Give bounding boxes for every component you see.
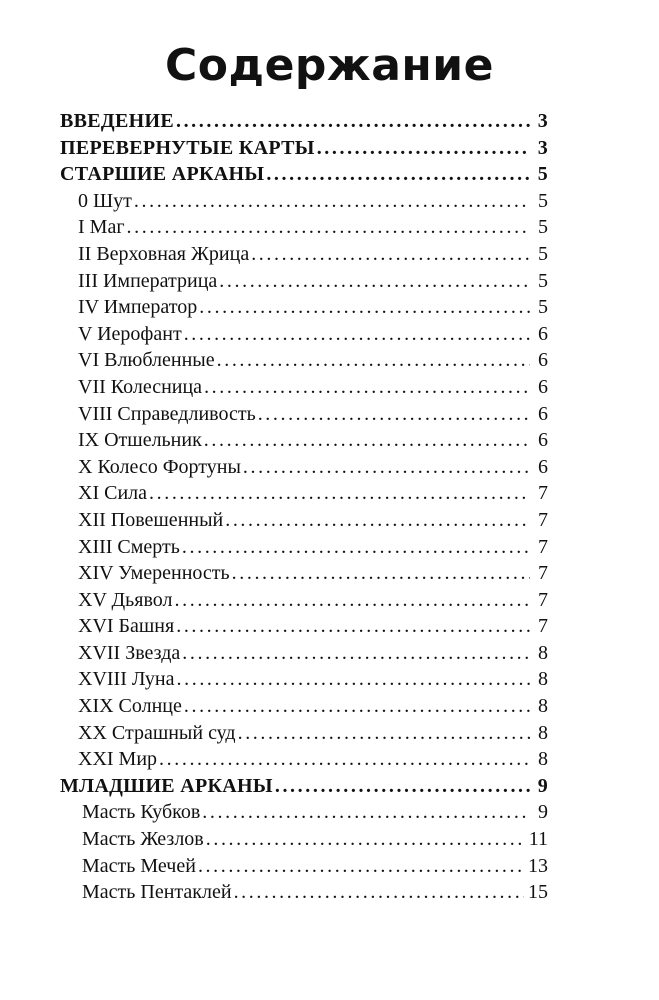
dot-leader — [175, 587, 530, 614]
toc-entry[interactable] — [60, 693, 548, 720]
dot-leader — [177, 666, 530, 693]
toc-entry[interactable] — [60, 826, 548, 853]
toc-entry-page: 7 — [538, 588, 548, 611]
dot-leader — [184, 321, 530, 348]
dot-leader — [217, 347, 530, 374]
toc-entry[interactable] — [60, 294, 548, 321]
toc-entry-label: VIII Справедливость — [78, 402, 256, 425]
dot-leader — [134, 188, 530, 215]
dot-leader — [182, 534, 530, 561]
dot-leader — [258, 401, 530, 428]
table-of-contents — [60, 108, 548, 906]
toc-entry-label: II Верховная Жрица — [78, 242, 250, 265]
dot-leader — [176, 613, 530, 640]
toc-entry-page: 9 — [537, 774, 548, 797]
toc-entry-label: МЛАДШИЕ АРКАНЫ — [60, 774, 273, 797]
toc-entry-label: XIX Солнце — [78, 695, 182, 718]
toc-entry[interactable] — [60, 853, 548, 880]
dot-leader — [184, 693, 530, 720]
toc-entry-page: 5 — [538, 216, 548, 239]
page-title: Содержание — [165, 40, 494, 91]
toc-entry[interactable] — [60, 666, 548, 693]
toc-entry[interactable] — [60, 241, 548, 268]
toc-entry[interactable] — [60, 188, 548, 215]
dot-leader — [182, 640, 530, 667]
toc-entry-page: 6 — [538, 375, 548, 398]
dot-leader — [206, 826, 525, 853]
toc-entry[interactable] — [60, 560, 548, 587]
toc-entry[interactable] — [60, 534, 548, 561]
toc-entry-page: 15 — [528, 881, 548, 904]
toc-entry-page: 13 — [528, 854, 548, 877]
toc-entry[interactable] — [60, 214, 548, 241]
dot-leader — [238, 720, 530, 747]
toc-entry[interactable] — [60, 879, 548, 906]
dot-leader — [251, 241, 530, 268]
toc-entry-label: XX Страшный суд — [78, 721, 236, 744]
toc-entry-page: 6 — [538, 349, 548, 372]
toc-entry-label: СТАРШИЕ АРКАНЫ — [60, 163, 265, 186]
toc-entry-label: XII Повешенный — [78, 508, 224, 531]
toc-entry[interactable] — [60, 799, 548, 826]
toc-entry[interactable] — [60, 640, 548, 667]
toc-entry[interactable] — [60, 321, 548, 348]
toc-entry-label: XV Дьявол — [78, 588, 173, 611]
toc-entry-label: Масть Мечей — [82, 854, 196, 877]
toc-entry-label: XVII Звезда — [78, 641, 181, 664]
toc-entry[interactable] — [60, 773, 548, 800]
toc-entry-page: 8 — [538, 695, 548, 718]
toc-entry-label: XIII Смерть — [78, 535, 180, 558]
dot-leader — [232, 560, 530, 587]
toc-entry-page: 7 — [538, 535, 548, 558]
toc-entry-label: XXI Мир — [78, 748, 158, 771]
dot-leader — [225, 507, 530, 534]
toc-entry[interactable] — [60, 480, 548, 507]
toc-entry-label: Масть Кубков — [82, 801, 201, 824]
dot-leader — [176, 108, 530, 135]
toc-entry-label: 0 Шут — [78, 189, 132, 212]
toc-entry-label: XIV Умеренность — [78, 562, 230, 585]
toc-entry-page: 5 — [538, 242, 548, 265]
toc-entry[interactable] — [60, 720, 548, 747]
toc-entry-page: 3 — [537, 110, 548, 132]
toc-entry-page: 6 — [538, 322, 548, 345]
toc-entry-page: 8 — [538, 748, 548, 771]
toc-entry-page: 6 — [538, 429, 548, 452]
toc-entry-page: 11 — [528, 828, 548, 851]
toc-entry-label: IV Император — [78, 296, 198, 319]
toc-entry-page: 5 — [538, 269, 548, 292]
toc-entry-label: XVI Башня — [78, 615, 175, 638]
toc-entry-page: 5 — [538, 296, 548, 319]
dot-leader — [199, 294, 530, 321]
toc-entry-page: 8 — [538, 641, 548, 664]
toc-entry-page: 7 — [538, 508, 548, 531]
toc-entry-page: 7 — [538, 482, 548, 505]
toc-entry-label: VI Влюбленные — [78, 349, 215, 372]
toc-entry[interactable] — [60, 135, 548, 162]
toc-entry-label: XI Сила — [78, 482, 148, 505]
toc-entry-page: 6 — [538, 402, 548, 425]
toc-entry-label: VII Колесница — [78, 375, 203, 398]
toc-entry-page: 7 — [538, 615, 548, 638]
toc-entry-label: Масть Жезлов — [82, 828, 204, 851]
dot-leader — [234, 879, 524, 906]
toc-entry-label: ПЕРЕВЕРНУТЫЕ КАРТЫ — [60, 136, 315, 159]
toc-entry-label: V Иерофант — [78, 322, 182, 345]
toc-entry[interactable] — [60, 507, 548, 534]
toc-entry[interactable] — [60, 427, 548, 454]
toc-entry-page: 8 — [538, 668, 548, 691]
dot-leader — [159, 746, 530, 773]
toc-entry[interactable] — [60, 401, 548, 428]
toc-entry-page: 5 — [537, 163, 548, 186]
toc-entry[interactable] — [60, 347, 548, 374]
toc-entry-page: 3 — [537, 136, 548, 159]
toc-entry[interactable] — [60, 613, 548, 640]
toc-entry-label: IX Отшельник — [78, 429, 202, 452]
dot-leader — [275, 773, 530, 800]
dot-leader — [317, 135, 530, 162]
toc-entry[interactable] — [60, 108, 548, 135]
toc-entry[interactable] — [60, 268, 548, 295]
toc-entry-page: 8 — [538, 721, 548, 744]
toc-entry[interactable] — [60, 746, 548, 773]
toc-entry-label: III Императрица — [78, 269, 218, 292]
dot-leader — [202, 799, 530, 826]
dot-leader — [127, 214, 530, 241]
toc-entry[interactable] — [60, 374, 548, 401]
toc-entry-page: 7 — [538, 562, 548, 585]
dot-leader — [149, 480, 530, 507]
dot-leader — [219, 268, 530, 295]
toc-entry[interactable] — [60, 587, 548, 614]
toc-entry-label: X Колесо Фортуны — [78, 455, 241, 478]
toc-entry[interactable] — [60, 454, 548, 481]
toc-entry-label: XVIII Луна — [78, 668, 175, 691]
toc-entry[interactable] — [60, 161, 548, 188]
toc-entry-label: I Маг — [78, 216, 125, 239]
dot-leader — [204, 427, 530, 454]
dot-leader — [266, 161, 530, 188]
toc-entry-page: 9 — [538, 801, 548, 824]
toc-entry-label: ВВЕДЕНИЕ — [60, 110, 174, 132]
toc-entry-label: Масть Пентаклей — [82, 881, 232, 904]
toc-entry-page: 5 — [538, 189, 548, 212]
toc-entry-page: 6 — [538, 455, 548, 478]
dot-leader — [198, 853, 524, 880]
dot-leader — [243, 454, 530, 481]
dot-leader — [204, 374, 530, 401]
